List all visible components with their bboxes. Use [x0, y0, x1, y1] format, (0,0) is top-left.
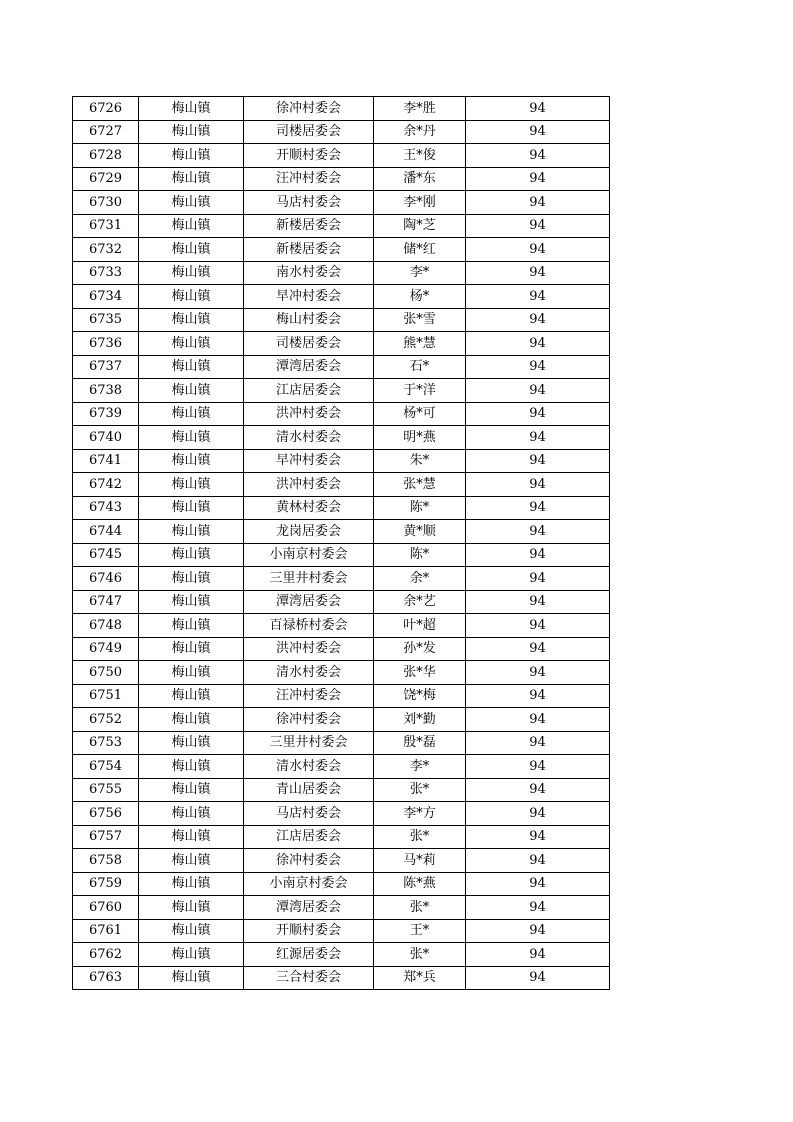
town-cell: 梅山镇	[139, 144, 244, 168]
table-row	[73, 614, 610, 638]
name-cell: 明*燕	[374, 426, 466, 450]
committee-cell: 小南京村委会	[244, 543, 374, 567]
serial-number-cell: 6760	[73, 896, 139, 920]
score-cell: 94	[466, 684, 610, 708]
town-cell: 梅山镇	[139, 426, 244, 450]
committee-cell: 百禄桥村委会	[244, 614, 374, 638]
name-cell: 石*	[374, 355, 466, 379]
committee-cell: 徐冲村委会	[244, 708, 374, 732]
name-cell: 余*艺	[374, 590, 466, 614]
name-cell: 张*	[374, 778, 466, 802]
name-cell: 郑*兵	[374, 966, 466, 990]
name-cell: 陈*	[374, 496, 466, 520]
serial-number-cell: 6728	[73, 144, 139, 168]
serial-number-cell: 6755	[73, 778, 139, 802]
score-cell: 94	[466, 191, 610, 215]
committee-cell: 徐冲村委会	[244, 849, 374, 873]
committee-cell: 黄林村委会	[244, 496, 374, 520]
name-cell: 张*	[374, 896, 466, 920]
committee-cell: 徐冲村委会	[244, 97, 374, 121]
score-cell: 94	[466, 355, 610, 379]
name-cell: 李*	[374, 755, 466, 779]
serial-number-cell: 6756	[73, 802, 139, 826]
town-cell: 梅山镇	[139, 285, 244, 309]
table-row	[73, 496, 610, 520]
town-cell: 梅山镇	[139, 778, 244, 802]
committee-cell: 清水村委会	[244, 755, 374, 779]
committee-cell: 江店居委会	[244, 825, 374, 849]
table-row	[73, 802, 610, 826]
name-cell: 熊*慧	[374, 332, 466, 356]
serial-number-cell: 6733	[73, 261, 139, 285]
score-cell: 94	[466, 543, 610, 567]
table-row	[73, 520, 610, 544]
score-cell: 94	[466, 261, 610, 285]
town-cell: 梅山镇	[139, 97, 244, 121]
serial-number-cell: 6744	[73, 520, 139, 544]
committee-cell: 开顺村委会	[244, 919, 374, 943]
table-row	[73, 543, 610, 567]
committee-cell: 洪冲村委会	[244, 402, 374, 426]
score-cell: 94	[466, 849, 610, 873]
serial-number-cell: 6731	[73, 214, 139, 238]
name-cell: 储*红	[374, 238, 466, 262]
committee-cell: 早冲村委会	[244, 449, 374, 473]
table-row	[73, 426, 610, 450]
score-cell: 94	[466, 285, 610, 309]
town-cell: 梅山镇	[139, 449, 244, 473]
table-row	[73, 120, 610, 144]
score-cell: 94	[466, 614, 610, 638]
committee-cell: 新楼居委会	[244, 238, 374, 262]
town-cell: 梅山镇	[139, 614, 244, 638]
town-cell: 梅山镇	[139, 167, 244, 191]
table-row	[73, 708, 610, 732]
serial-number-cell: 6749	[73, 637, 139, 661]
committee-cell: 洪冲村委会	[244, 637, 374, 661]
serial-number-cell: 6737	[73, 355, 139, 379]
score-cell: 94	[466, 708, 610, 732]
name-cell: 张*华	[374, 661, 466, 685]
serial-number-cell: 6735	[73, 308, 139, 332]
committee-cell: 潭湾居委会	[244, 590, 374, 614]
name-cell: 余*	[374, 567, 466, 591]
table-row	[73, 167, 610, 191]
table-row	[73, 97, 610, 121]
name-cell: 马*莉	[374, 849, 466, 873]
town-cell: 梅山镇	[139, 590, 244, 614]
serial-number-cell: 6758	[73, 849, 139, 873]
score-cell: 94	[466, 966, 610, 990]
committee-cell: 新楼居委会	[244, 214, 374, 238]
serial-number-cell: 6753	[73, 731, 139, 755]
town-cell: 梅山镇	[139, 238, 244, 262]
table-row	[73, 261, 610, 285]
table-row	[73, 449, 610, 473]
score-cell: 94	[466, 637, 610, 661]
town-cell: 梅山镇	[139, 355, 244, 379]
table-row	[73, 238, 610, 262]
name-cell: 潘*东	[374, 167, 466, 191]
committee-cell: 三里井村委会	[244, 731, 374, 755]
score-cell: 94	[466, 332, 610, 356]
score-cell: 94	[466, 590, 610, 614]
committee-cell: 龙岗居委会	[244, 520, 374, 544]
table-row	[73, 214, 610, 238]
score-cell: 94	[466, 97, 610, 121]
score-cell: 94	[466, 144, 610, 168]
serial-number-cell: 6732	[73, 238, 139, 262]
score-cell: 94	[466, 943, 610, 967]
town-cell: 梅山镇	[139, 872, 244, 896]
score-cell: 94	[466, 661, 610, 685]
score-cell: 94	[466, 426, 610, 450]
town-cell: 梅山镇	[139, 684, 244, 708]
town-cell: 梅山镇	[139, 567, 244, 591]
table-row	[73, 308, 610, 332]
score-cell: 94	[466, 520, 610, 544]
committee-cell: 潭湾居委会	[244, 355, 374, 379]
town-cell: 梅山镇	[139, 308, 244, 332]
table-row	[73, 473, 610, 497]
serial-number-cell: 6726	[73, 97, 139, 121]
town-cell: 梅山镇	[139, 802, 244, 826]
town-cell: 梅山镇	[139, 261, 244, 285]
serial-number-cell: 6727	[73, 120, 139, 144]
serial-number-cell: 6742	[73, 473, 139, 497]
name-cell: 杨*可	[374, 402, 466, 426]
name-cell: 李*方	[374, 802, 466, 826]
committee-cell: 汪冲村委会	[244, 684, 374, 708]
committee-cell: 司楼居委会	[244, 332, 374, 356]
score-cell: 94	[466, 449, 610, 473]
score-cell: 94	[466, 308, 610, 332]
name-cell: 于*洋	[374, 379, 466, 403]
town-cell: 梅山镇	[139, 402, 244, 426]
name-cell: 孙*发	[374, 637, 466, 661]
committee-cell: 马店村委会	[244, 802, 374, 826]
serial-number-cell: 6750	[73, 661, 139, 685]
town-cell: 梅山镇	[139, 473, 244, 497]
serial-number-cell: 6761	[73, 919, 139, 943]
town-cell: 梅山镇	[139, 966, 244, 990]
table-row	[73, 919, 610, 943]
serial-number-cell: 6738	[73, 379, 139, 403]
serial-number-cell: 6746	[73, 567, 139, 591]
town-cell: 梅山镇	[139, 191, 244, 215]
table-row	[73, 778, 610, 802]
committee-cell: 清水村委会	[244, 426, 374, 450]
name-cell: 张*慧	[374, 473, 466, 497]
score-cell: 94	[466, 755, 610, 779]
score-cell: 94	[466, 896, 610, 920]
score-cell: 94	[466, 731, 610, 755]
serial-number-cell: 6752	[73, 708, 139, 732]
name-cell: 黄*顺	[374, 520, 466, 544]
town-cell: 梅山镇	[139, 919, 244, 943]
town-cell: 梅山镇	[139, 661, 244, 685]
town-cell: 梅山镇	[139, 379, 244, 403]
name-cell: 陈*燕	[374, 872, 466, 896]
town-cell: 梅山镇	[139, 637, 244, 661]
name-cell: 李*胜	[374, 97, 466, 121]
score-cell: 94	[466, 402, 610, 426]
table-row	[73, 896, 610, 920]
serial-number-cell: 6747	[73, 590, 139, 614]
table-row	[73, 285, 610, 309]
serial-number-cell: 6751	[73, 684, 139, 708]
table-row	[73, 825, 610, 849]
score-cell: 94	[466, 919, 610, 943]
name-cell: 张*	[374, 943, 466, 967]
serial-number-cell: 6745	[73, 543, 139, 567]
committee-cell: 三合村委会	[244, 966, 374, 990]
table-row	[73, 943, 610, 967]
town-cell: 梅山镇	[139, 755, 244, 779]
score-cell: 94	[466, 872, 610, 896]
town-cell: 梅山镇	[139, 120, 244, 144]
table-row	[73, 755, 610, 779]
committee-cell: 洪冲村委会	[244, 473, 374, 497]
committee-cell: 早冲村委会	[244, 285, 374, 309]
town-cell: 梅山镇	[139, 332, 244, 356]
table-row	[73, 637, 610, 661]
name-cell: 张*	[374, 825, 466, 849]
name-cell: 余*丹	[374, 120, 466, 144]
name-cell: 李*刚	[374, 191, 466, 215]
serial-number-cell: 6729	[73, 167, 139, 191]
name-cell: 陈*	[374, 543, 466, 567]
name-cell: 殷*磊	[374, 731, 466, 755]
name-cell: 杨*	[374, 285, 466, 309]
serial-number-cell: 6734	[73, 285, 139, 309]
name-cell: 陶*芝	[374, 214, 466, 238]
name-cell: 王*	[374, 919, 466, 943]
serial-number-cell: 6748	[73, 614, 139, 638]
score-cell: 94	[466, 802, 610, 826]
name-cell: 张*雪	[374, 308, 466, 332]
town-cell: 梅山镇	[139, 731, 244, 755]
serial-number-cell: 6743	[73, 496, 139, 520]
score-cell: 94	[466, 167, 610, 191]
table-row	[73, 191, 610, 215]
serial-number-cell: 6762	[73, 943, 139, 967]
town-cell: 梅山镇	[139, 896, 244, 920]
town-cell: 梅山镇	[139, 214, 244, 238]
score-cell: 94	[466, 567, 610, 591]
score-cell: 94	[466, 778, 610, 802]
table-row	[73, 849, 610, 873]
town-cell: 梅山镇	[139, 520, 244, 544]
table-row	[73, 355, 610, 379]
serial-number-cell: 6754	[73, 755, 139, 779]
committee-cell: 江店居委会	[244, 379, 374, 403]
serial-number-cell: 6741	[73, 449, 139, 473]
table-row	[73, 661, 610, 685]
committee-cell: 潭湾居委会	[244, 896, 374, 920]
committee-cell: 清水村委会	[244, 661, 374, 685]
table-row	[73, 144, 610, 168]
serial-number-cell: 6763	[73, 966, 139, 990]
committee-cell: 三里井村委会	[244, 567, 374, 591]
name-cell: 叶*超	[374, 614, 466, 638]
table-row	[73, 379, 610, 403]
score-cell: 94	[466, 120, 610, 144]
serial-number-cell: 6736	[73, 332, 139, 356]
score-cell: 94	[466, 379, 610, 403]
committee-cell: 梅山村委会	[244, 308, 374, 332]
committee-cell: 马店村委会	[244, 191, 374, 215]
town-cell: 梅山镇	[139, 943, 244, 967]
town-cell: 梅山镇	[139, 543, 244, 567]
serial-number-cell: 6739	[73, 402, 139, 426]
table-row	[73, 332, 610, 356]
score-cell: 94	[466, 496, 610, 520]
table-row	[73, 590, 610, 614]
committee-cell: 青山居委会	[244, 778, 374, 802]
table-row	[73, 684, 610, 708]
data-table	[72, 96, 610, 990]
score-cell: 94	[466, 238, 610, 262]
serial-number-cell: 6740	[73, 426, 139, 450]
serial-number-cell: 6759	[73, 872, 139, 896]
table-row	[73, 731, 610, 755]
committee-cell: 汪冲村委会	[244, 167, 374, 191]
committee-cell: 小南京村委会	[244, 872, 374, 896]
name-cell: 刘*勤	[374, 708, 466, 732]
serial-number-cell: 6730	[73, 191, 139, 215]
name-cell: 王*俊	[374, 144, 466, 168]
score-cell: 94	[466, 825, 610, 849]
table-body	[73, 97, 610, 990]
table-row	[73, 402, 610, 426]
committee-cell: 开顺村委会	[244, 144, 374, 168]
town-cell: 梅山镇	[139, 825, 244, 849]
name-cell: 饶*梅	[374, 684, 466, 708]
table-row	[73, 872, 610, 896]
table-row	[73, 567, 610, 591]
name-cell: 李*	[374, 261, 466, 285]
score-cell: 94	[466, 214, 610, 238]
committee-cell: 司楼居委会	[244, 120, 374, 144]
committee-cell: 南水村委会	[244, 261, 374, 285]
serial-number-cell: 6757	[73, 825, 139, 849]
score-cell: 94	[466, 473, 610, 497]
name-cell: 朱*	[374, 449, 466, 473]
town-cell: 梅山镇	[139, 708, 244, 732]
table-row	[73, 966, 610, 990]
committee-cell: 红源居委会	[244, 943, 374, 967]
town-cell: 梅山镇	[139, 849, 244, 873]
town-cell: 梅山镇	[139, 496, 244, 520]
